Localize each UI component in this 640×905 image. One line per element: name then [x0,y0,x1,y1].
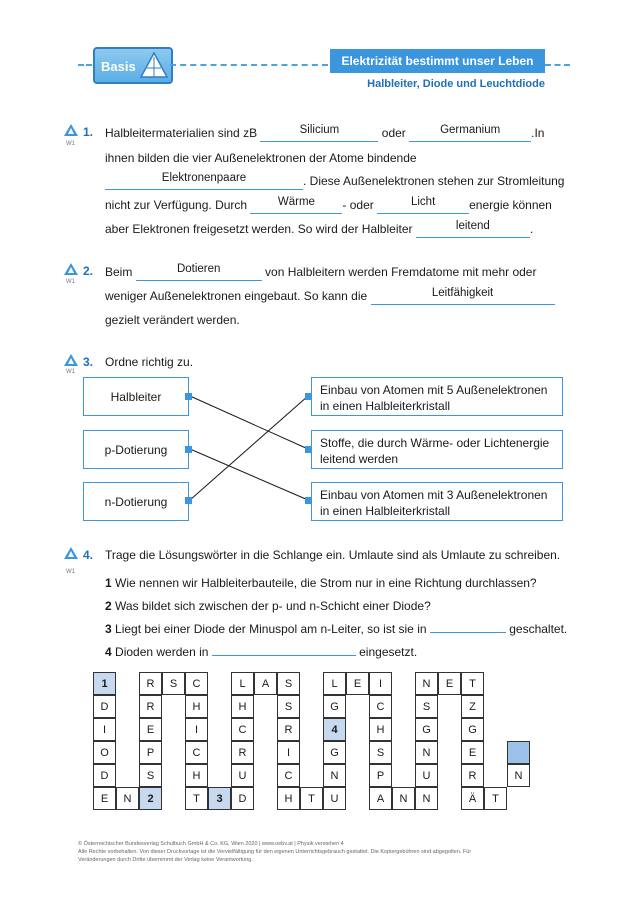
snake-cell[interactable]: S [277,695,300,718]
snake-cell[interactable]: D [93,764,116,787]
exercise-number: 2. [83,264,94,278]
snake-cell[interactable]: T [461,672,484,695]
ex1-line5: aber Elektronen freigesetzt werden. So wird der Halbleiter leitend . [105,220,534,236]
level-icon [64,547,78,559]
snake-cell[interactable]: R [139,695,162,718]
match-left-2[interactable]: p-Dotierung [83,430,189,469]
snake-cell[interactable]: T [484,787,507,810]
snake-cell[interactable]: N [323,764,346,787]
snake-cell[interactable]: R [277,718,300,741]
snake-cell[interactable]: U [323,787,346,810]
ex4-instruction: Trage die Lösungswörter in die Schlange ein. Umlaute sind als Umlaute zu schreiben. [105,548,561,562]
snake-cell[interactable]: A [369,787,392,810]
snake-cell[interactable]: E [93,787,116,810]
match-dot[interactable] [305,497,312,504]
answer-blank[interactable]: Dotieren [136,265,262,281]
page-title: Elektrizität bestimmt unser Leben [330,49,545,73]
answer-blank[interactable]: Licht [377,198,469,214]
ex2-line3: gezielt verändert werden. [105,313,240,327]
snake-cell[interactable]: O [93,741,116,764]
match-left-1[interactable]: Halbleiter [83,377,189,416]
snake-cell[interactable]: C [231,718,254,741]
snake-cell[interactable]: H [231,695,254,718]
snake-cell[interactable]: S [369,741,392,764]
snake-cell[interactable]: T [300,787,323,810]
level-label: W1 [66,279,75,285]
level-label: W1 [66,569,75,575]
snake-cell[interactable]: P [369,764,392,787]
snake-cell[interactable]: D [93,695,116,718]
snake-cell[interactable]: 2 [139,787,162,810]
ex1-line2: ihnen bilden die vier Außenelektronen der Atome bindende [105,151,417,165]
snake-cell[interactable]: U [415,764,438,787]
snake-cell[interactable]: N [415,672,438,695]
snake-cell[interactable]: N [415,787,438,810]
snake-cell[interactable]: H [185,695,208,718]
snake-cell[interactable]: Ä [461,787,484,810]
snake-cell[interactable]: C [185,672,208,695]
snake-cell[interactable]: R [139,672,162,695]
ex3-instruction: Ordne richtig zu. [105,355,194,369]
snake-cell[interactable]: C [277,764,300,787]
snake-cell[interactable]: I [93,718,116,741]
ex1-line3: Elektronenpaare . Diese Außenelektronen stehen zur Stromleitung [105,174,564,190]
snake-cell[interactable]: L [323,672,346,695]
ex4-question-4: 4 Dioden werden in eingesetzt. [105,645,418,659]
ex1-line1: Halbleitermaterialien sind zB Silicium oder Germanium .In [105,124,545,140]
ex2-line1: Beim Dotieren von Halbleitern werden Fremdatome mit mehr oder [105,263,537,279]
snake-cell[interactable]: T [185,787,208,810]
snake-cell[interactable]: H [185,764,208,787]
snake-cell[interactable]: 4 [323,718,346,741]
snake-cell[interactable]: H [369,718,392,741]
snake-cell[interactable]: N [392,787,415,810]
ex1-line4: nicht zur Verfügung. Durch Wärme - oder Licht energie können [105,196,552,212]
snake-cell[interactable]: R [231,741,254,764]
snake-cell[interactable]: A [254,672,277,695]
exercise-number: 4. [83,548,94,562]
answer-blank[interactable]: Wärme [250,198,342,214]
answer-blank[interactable]: Germanium [409,126,531,142]
match-dot[interactable] [185,497,192,504]
answer-blank[interactable]: leitend [416,222,530,238]
ex2-line2: weniger Außenelektronen eingebaut. So kann die Leitfähigkeit [105,289,555,305]
snake-cell[interactable]: G [323,695,346,718]
snake-cell[interactable]: C [369,695,392,718]
snake-cell[interactable]: N [116,787,139,810]
match-dot[interactable] [185,393,192,400]
match-right-1[interactable]: Einbau von Atomen mit 5 Außenelektronen in einen Halbleiterkristall [311,377,563,416]
snake-cell[interactable]: H [277,787,300,810]
match-dot[interactable] [185,446,192,453]
snake-cell[interactable]: S [277,672,300,695]
snake-cell[interactable]: S [162,672,185,695]
snake-cell[interactable]: 1 [93,672,116,695]
page-subtitle: Halbleiter, Diode und Leuchtdiode [367,78,545,90]
exercise-number: 1. [83,125,94,139]
answer-blank[interactable] [430,632,506,633]
snake-cell[interactable]: E [438,672,461,695]
snake-cell[interactable]: I [277,741,300,764]
level-label: W1 [66,141,75,147]
answer-blank[interactable]: Silicium [260,126,378,142]
snake-cell[interactable]: N [507,764,530,787]
snake-cell[interactable] [507,741,530,764]
snake-cell[interactable]: I [185,718,208,741]
ex4-question-1: 1 Wie nennen wir Halbleiterbauteile, die Strom nur in eine Richtung durchlassen? [105,576,537,590]
snake-cell[interactable]: U [231,764,254,787]
snake-cell[interactable]: E [346,672,369,695]
snake-cell[interactable]: S [139,764,162,787]
snake-cell[interactable]: 3 [208,787,231,810]
snake-cell[interactable]: P [139,741,162,764]
snake-cell[interactable]: D [231,787,254,810]
match-left-3[interactable]: n-Dotierung [83,482,189,521]
answer-blank[interactable]: Leitfähigkeit [371,289,555,305]
snake-cell[interactable]: G [415,718,438,741]
snake-cell[interactable]: L [231,672,254,695]
level-label: W1 [66,369,75,375]
answer-blank[interactable] [212,655,356,656]
snake-cell[interactable]: Z [461,695,484,718]
match-dot[interactable] [305,393,312,400]
match-dot[interactable] [305,446,312,453]
match-right-3[interactable]: Einbau von Atomen mit 3 Außenelektronen in einen Halbleiterkristall [311,482,563,521]
exercise-number: 3. [83,355,94,369]
snake-cell[interactable]: N [415,741,438,764]
ex4-question-3: 3 Liegt bei einer Diode der Minuspol am n-Leiter, so ist sie in geschaltet. [105,622,568,636]
snake-cell[interactable]: E [461,741,484,764]
snake-cell[interactable]: G [323,741,346,764]
snake-cell[interactable]: R [461,764,484,787]
match-right-2[interactable]: Stoffe, die durch Wärme- oder Lichtenergie leitend werden [311,430,563,469]
snake-cell[interactable]: E [139,718,162,741]
logo-text: Basis [101,59,136,74]
snake-cell[interactable]: I [369,672,392,695]
snake-cell[interactable]: C [185,741,208,764]
ex4-question-2: 2 Was bildet sich zwischen der p- und n-Schicht einer Diode? [105,599,431,613]
snake-cell[interactable]: G [461,718,484,741]
copyright-footer: © Österreichischer Bundesverlag Schulbuch GmbH & Co. KG, Wien 2020 | www.oebv.at | Physik verstehen 4 Alle Rechte vorbehalten. Von dieser Druckvorlage ist die Vervielfältigung für den eigenen Unterrichtsgebrauch gestattet. Die Kopiergebühren sind abgegolten. Für Veränderungen durch Dritte übernimmt der Verlag keine Verantwortung. [78,841,472,863]
answer-blank[interactable]: Elektronenpaare [105,174,303,190]
snake-cell[interactable]: S [415,695,438,718]
